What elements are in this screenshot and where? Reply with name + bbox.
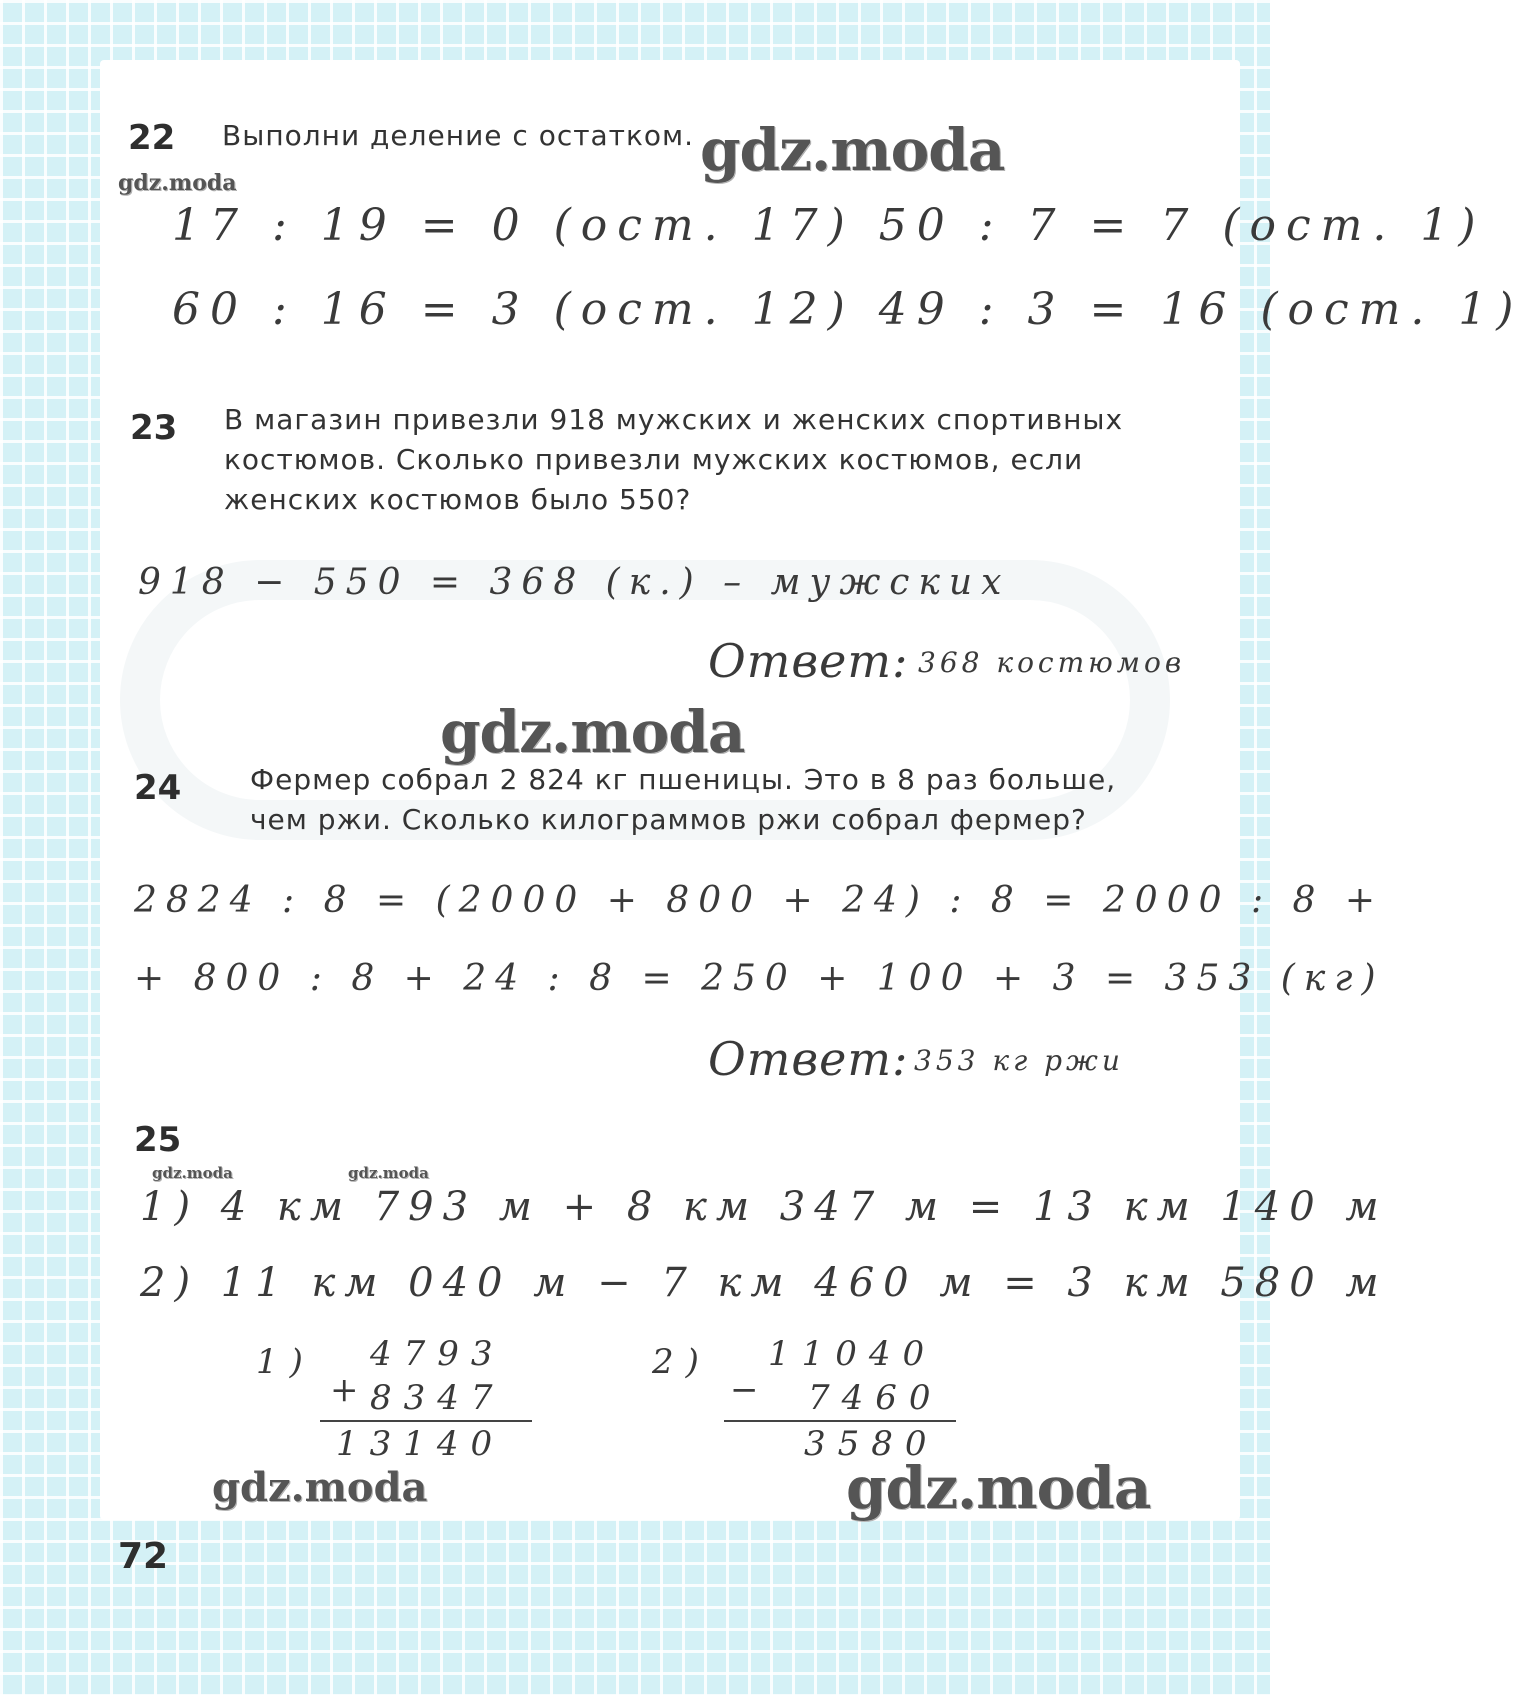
task-24-answer-label: Ответ: (708, 1032, 909, 1086)
column-1-label: 1) (256, 1342, 315, 1382)
task-23-text-line-1: В магазин привезли 918 мужских и женских спортивных (224, 403, 1124, 436)
watermark: gdz.moda (118, 170, 237, 196)
task-24-text-line-2: чем ржи. Сколько килограммов ржи собрал фермер? (250, 803, 1087, 836)
task-23-solution: 918 − 550 = 368 (к.) – мужских (138, 562, 1011, 603)
page-number: 72 (118, 1536, 169, 1577)
task-23-answer-value: 368 костюмов (918, 646, 1186, 679)
task-25-line-1: 1) 4 км 793 м + 8 км 347 м = 13 км 140 м (140, 1184, 1388, 1230)
task-24-number: 24 (134, 768, 182, 808)
watermark: gdz.moda (700, 116, 1005, 184)
column-2-operand-a: 11040 (768, 1334, 937, 1374)
task-24-solution-line-1: 2824 : 8 = (2000 + 800 + 24) : 8 = 2000 : 8 + (134, 880, 1385, 921)
task-23-text-line-3: женских костюмов было 550? (224, 483, 692, 516)
task-22-number: 22 (128, 118, 176, 158)
column-2-rule (724, 1420, 956, 1422)
watermark: gdz.moda (212, 1464, 428, 1511)
task-22-line-1: 17 : 19 = 0 (ост. 17) 50 : 7 = 7 (ост. 1) (172, 200, 1486, 251)
watermark: gdz.moda (440, 698, 745, 766)
task-23-number: 23 (130, 408, 178, 448)
task-24-text-line-1: Фермер собрал 2 824 кг пшеницы. Это в 8 раз больше, (250, 763, 1117, 796)
task-25-line-2: 2) 11 км 040 м − 7 км 460 м = 3 км 580 м (140, 1260, 1388, 1306)
task-24-solution-line-2: + 800 : 8 + 24 : 8 = 250 + 100 + 3 = 353 (кг) (134, 958, 1385, 999)
column-1-result: 13140 (336, 1424, 505, 1464)
task-23-text-line-2: костюмов. Сколько привезли мужских костюмов, если (224, 443, 1084, 476)
column-1-rule (320, 1420, 532, 1422)
task-23-answer-label: Ответ: (708, 634, 909, 688)
watermark: gdz.moda (846, 1454, 1151, 1522)
column-1-sign: + (330, 1370, 371, 1410)
column-2-result: 3580 (804, 1424, 939, 1464)
column-2-label: 2) (652, 1342, 711, 1382)
task-24-answer-value: 353 кг ржи (914, 1044, 1124, 1077)
column-1-operand-a: 4793 (370, 1334, 505, 1374)
column-2-operand-b: 7460 (808, 1378, 943, 1418)
task-22-line-2: 60 : 16 = 3 (ост. 12) 49 : 3 = 16 (ост. 1) (172, 284, 1523, 335)
watermark: gdz.moda (348, 1164, 429, 1182)
column-2-sign: − (730, 1370, 771, 1410)
task-22-text: Выполни деление с остатком. (222, 119, 695, 152)
column-1-operand-b: 8347 (370, 1378, 505, 1418)
watermark: gdz.moda (152, 1164, 233, 1182)
task-25-number: 25 (134, 1120, 182, 1160)
